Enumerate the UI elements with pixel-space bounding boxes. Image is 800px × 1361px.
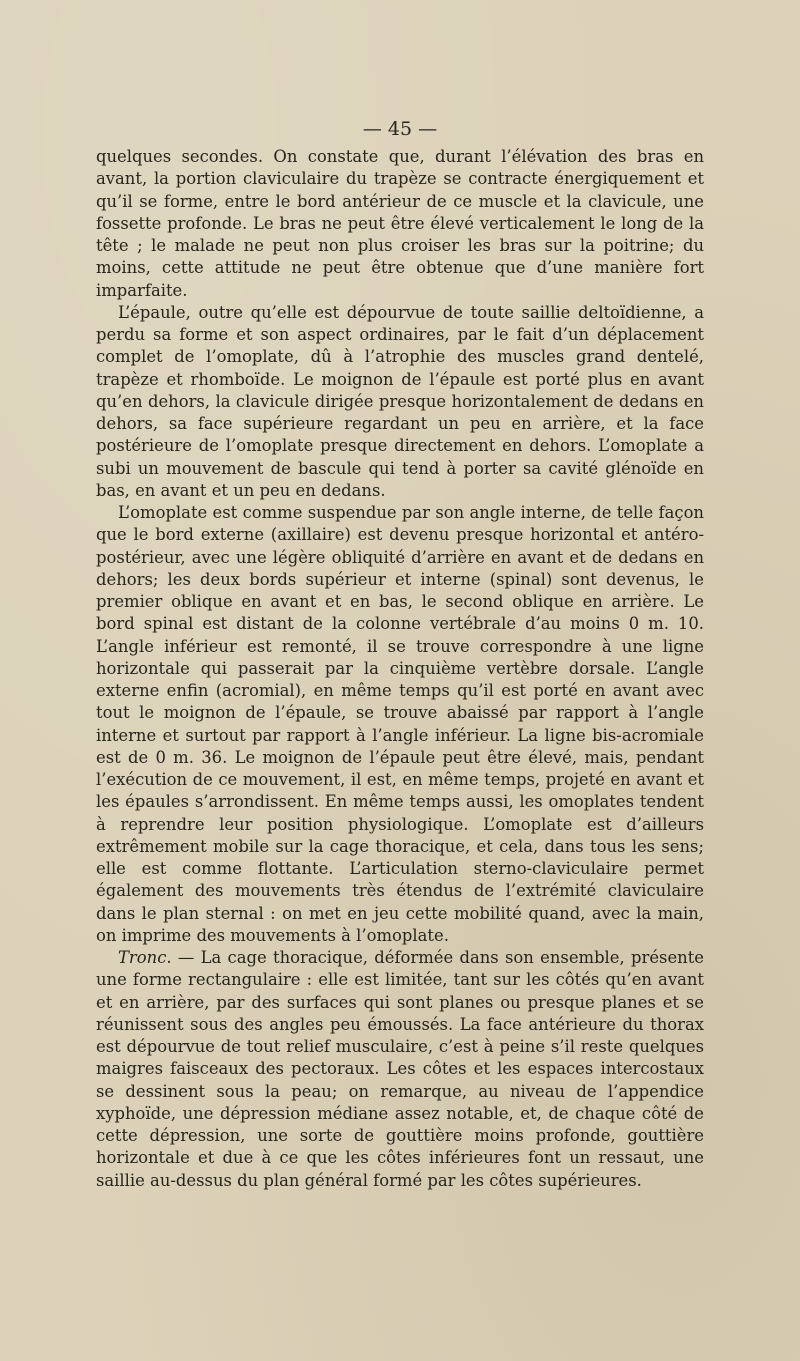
- paragraph-1: quelques secondes. On constate que, durant l’élévation des bras en avant, la portion claviculaire du trapèze se contracte énergiquement et qu’il se forme, entre le bord antérieur de ce muscle et la clavicule, une fossette profonde. Le bras ne peut être élevé verticalement le long de la tête ; le malade ne peut non plus croiser les bras sur la poitrine; du moins, cette attitude ne peut être obtenue que d’une manière fort imparfaite.: [96, 147, 704, 300]
- paragraph-3: L’omoplate est comme suspendue par son angle interne, de telle façon que le bord externe (axillaire) est devenu presque horizontal et antéro-postérieur, avec une légère obliquité d’arrière en avant et de dedans en dehors; les deux bords supérieur et interne (spinal) sont devenus, le premier oblique en avant et en bas, le second oblique en arrière. Le bord spinal est distant de la colonne vertébrale d’au moins 0 m. 10. L’angle inférieur est remonté, il se trouve correspondre à une ligne horizontale qui passerait par la cinquième vertèbre dorsale. L’angle externe enfin (acromial), en même temps qu’il est porté en avant avec tout le moignon de l’épaule, se trouve abaissé par rapport à l’angle interne et surtout par rapport à l’angle inférieur. La ligne bis-acromiale est de 0 m. 36. Le moignon de l’épaule peut être élevé, mais, pendant l’exécution de ce mouvement, il est, en même temps, projeté en avant et les épaules s’arrondissent. En même temps aussi, les omoplates tendent à reprendre leur position physiologique. L’omoplate est d’ailleurs extrêmement mobile sur la cage thoracique, et cela, dans tous les sens; elle est comme flottante. L’articulation sterno-claviculaire permet également des mouvements très étendus de l’extrémité claviculaire dans le plan sternal : on met en jeu cette mobilité quand, avec la main, on imprime des mouvements à l’omoplate.: [96, 503, 704, 945]
- paragraph-4: [96, 947, 704, 1192]
- paragraph-2: L’épaule, outre qu’elle est dépourvue de toute saillie deltoïdienne, a perdu sa forme et son aspect ordinaires, par le fait d’un déplacement complet de l’omoplate, dû à l’atrophie des muscles grand dentelé, trapèze et rhomboïde. Le moignon de l’épaule est porté plus en avant qu’en dehors, la clavicule dirigée presque horizontalement de dedans en dehors, sa face supérieure regardant un peu en arrière, et la face postérieure de l’omoplate presque directement en dehors. L’omoplate a subi un mouvement de bascule qui tend à porter sa cavité glénoïde en bas, en avant et un peu en dedans.: [96, 302, 704, 500]
- page-number: — 45 —: [362, 118, 438, 140]
- section-label-tronc: Tronc.: [118, 948, 172, 967]
- body-text: [96, 146, 704, 1192]
- paragraph-4-text: — La cage thoracique, déformée dans son ensemble, présente une forme rectangulaire : elle est limitée, tant sur les côtés qu’en avant et en arrière, par des surfaces qui sont planes ou presque planes et se réunissent sous des angles peu émoussés. La face antérieure du thorax est dépourvue de tout relief musculaire, c’est à peine s’il reste quelques maigres faisceaux des pectoraux. Les côtes et les espaces intercostaux se dessinent sous la peau; on remarque, au niveau de l’appendice xyphoïde, une dépression médiane assez notable, et, de chaque côté de cette dépression, une sorte de gouttière moins profonde, gouttière horizontale et due à ce que les côtes inférieures font un ressaut, une saillie au-dessus du plan général formé par les côtes supérieures.: [96, 948, 704, 1190]
